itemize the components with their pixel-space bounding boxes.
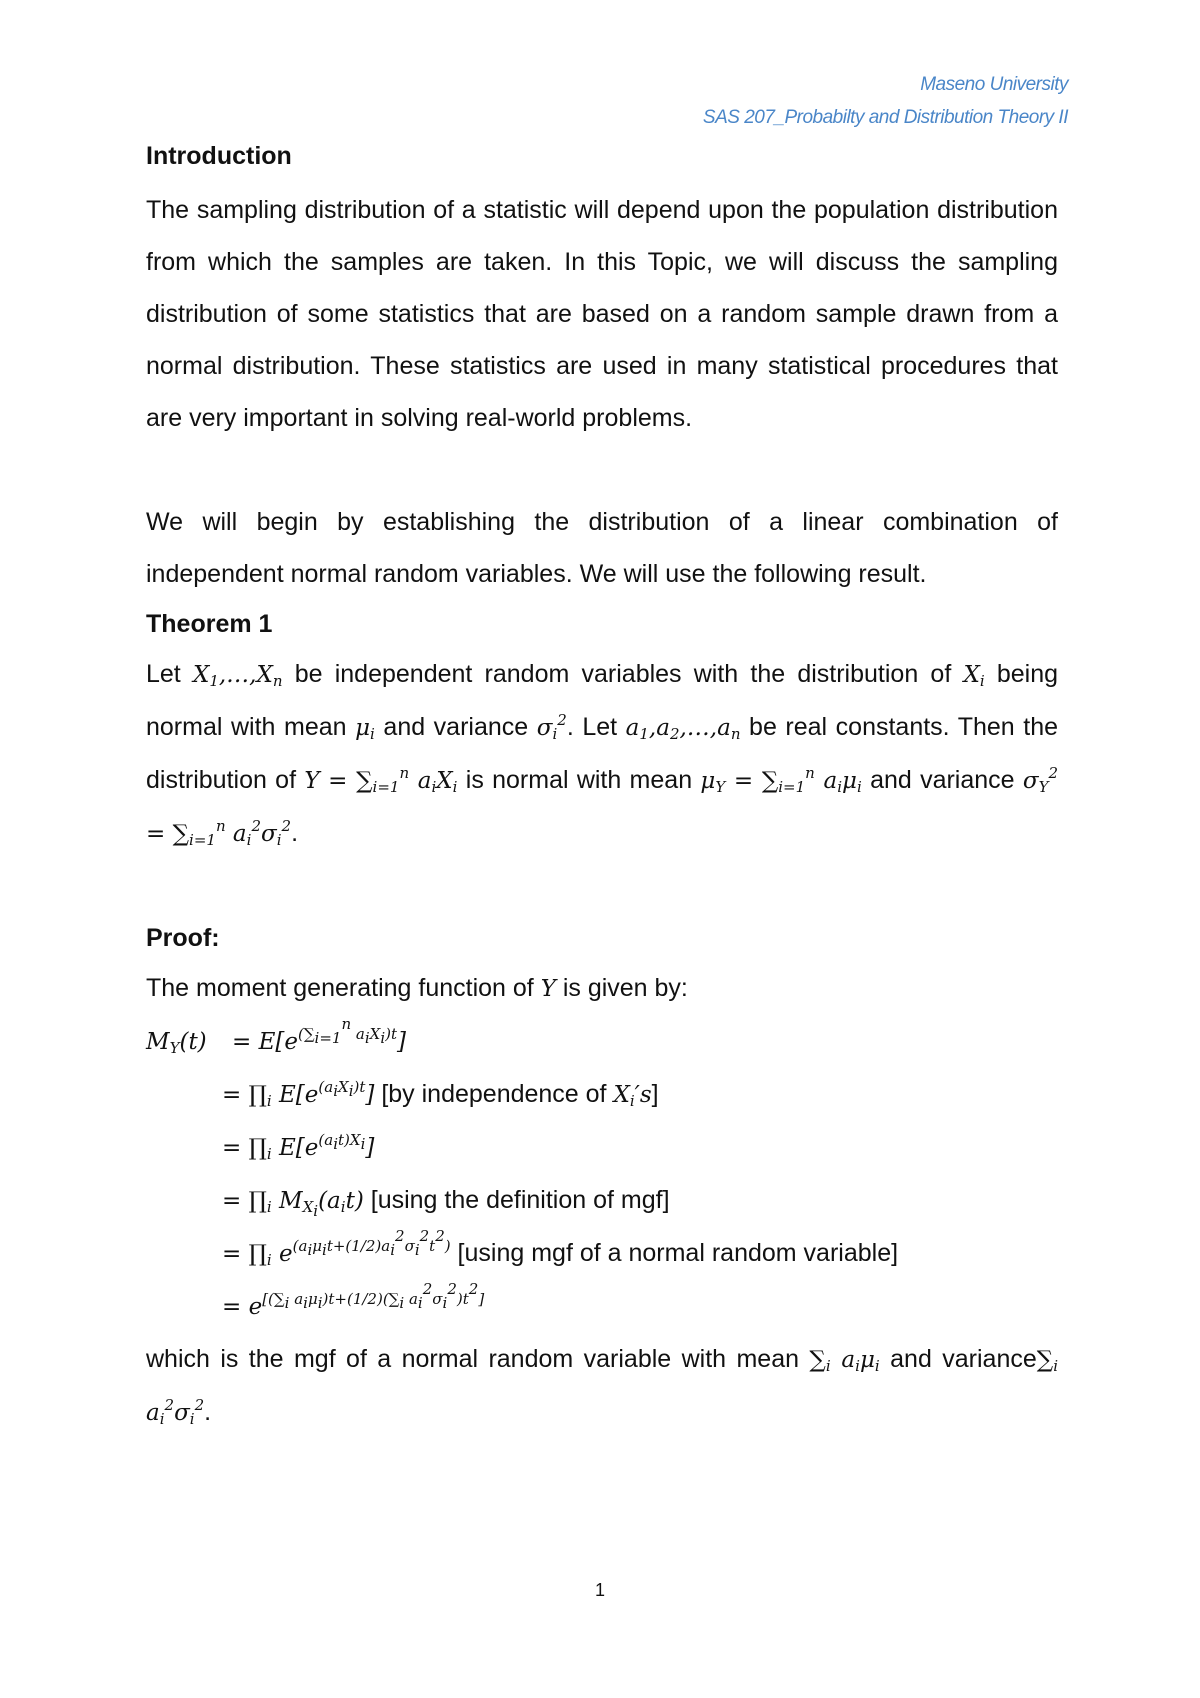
math-expr: $X_i's$ — [613, 1082, 652, 1110]
proof-heading: Proof: — [146, 924, 220, 952]
math-expr: = $E[e^{(\sum_{i=1}^n a_iX_i)t}]$ — [232, 1015, 407, 1055]
math-expr: $\mu_Y = \sum_{i=1}^n$ $a_i\mu_i$ — [700, 764, 862, 796]
theorem-heading: Theorem 1 — [146, 610, 273, 638]
math-expr: = $\prod_i$ $E[e^{(a_it)X_i}]$ — [222, 1131, 375, 1163]
section-heading-introduction: Introduction — [146, 142, 292, 170]
math-expr: $\sigma_i^2$ — [536, 711, 567, 743]
page-header — [703, 68, 1068, 134]
math-expr: = e[(∑i aiμi)t+(1/2)(∑i ai2σi2)t2] — [222, 1280, 485, 1320]
theorem-statement: Let $X_1,\dots,X_n$ be independent random variables with the distribution of $X_i$ being normal with mean $\mu_i$ and variance $\sigma_i^2$. Let $a_1,a_2,\dots,a_n$ be real constants. Then the distribution of $Y = \sum_{i=1}^n$ $a_iX_i$ is normal with mean $\mu_Y = \sum_{i=1}^n$ $a_i\mu_i$ and variance $\sigma_Y^2 = \sum_{i=1}^n$ $a_i^2\sigma_i^2$. — [146, 660, 1059, 849]
intro-paragraph-2: We will begin by establishing the distribution of a linear combination of independent normal random variables. We will use the following result. — [146, 508, 1058, 588]
equation-line-1 — [146, 1015, 1058, 1068]
equation-line-6 — [146, 1280, 1058, 1333]
math-expr: $M_Y(t)$ — [146, 1029, 207, 1057]
math-expr: $X_1,\dots,X_n$ — [192, 662, 283, 690]
math-expr: $\sum_i$ $a_i^2\sigma_i^2$ — [146, 1347, 1058, 1428]
math-expr: = $\prod_i$ $E[e^{(a_iX_i)t}]$ — [222, 1078, 375, 1110]
equation-line-2: = $\prod_i$ $E[e^{(a_iX_i)t}]$ [by independence of $X_i's$] — [222, 1078, 659, 1110]
intro-paragraph-1: The sampling distribution of a statistic will depend upon the population distribution from which the samples are taken. In this Topic, we will discuss the sampling distribution of some statistics that are based on a random sample drawn from a normal distribution. These statistics are used in many statistical procedures that are very important in solving real-world problems. — [146, 196, 1058, 432]
math-expr: $Y = \sum_{i=1}^n$ $a_iX_i$ — [304, 764, 458, 796]
math-expr: Y — [540, 976, 556, 1002]
math-expr: $\sigma_Y^2 = \sum_{i=1}^n$ $a_i^2\sigma_i^2$ — [146, 764, 1059, 849]
header-course: SAS 207_Probabilty and Distribution Theory II — [702, 107, 1068, 128]
header-university: Maseno University — [920, 74, 1068, 95]
math-expr: $a_1,a_2,\dots,a_n$ — [625, 715, 741, 743]
math-expr: = $\prod_i$ $M_{X_i}(a_it)$ — [222, 1188, 364, 1220]
math-expr: $\mu_i$ — [355, 715, 375, 743]
proof-conclusion: which is the mgf of a normal random variable with mean $\sum_i$ $a_i\mu_i$ and $variance\sum_i$ $a_i^2\sigma_i^2$. — [146, 1345, 1058, 1428]
page-content — [146, 140, 1058, 1439]
math-expr: $X_i$ — [963, 662, 985, 690]
equation-line-3 — [146, 1121, 1058, 1174]
page-number: 1 — [594, 1580, 605, 1600]
proof-intro: The moment generating function of Y is given by: — [146, 974, 688, 1002]
math-expr: $\sum_i$ $a_i\mu_i$ — [809, 1347, 880, 1375]
equation-line-4: = $\prod_i$ $M_{X_i}(a_it)$ [using the definition of mgf] — [222, 1186, 670, 1220]
equation-line-5: = $\prod_i$ $e^{(a_i\mu_it+(1/2)a_i^2\sigma_i^2t^2)}$ [using mgf of a normal random variable] — [222, 1227, 899, 1269]
math-expr: = $\prod_i$ $e^{(a_i\mu_it+(1/2)a_i^2\sigma_i^2t^2)}$ — [222, 1227, 451, 1269]
